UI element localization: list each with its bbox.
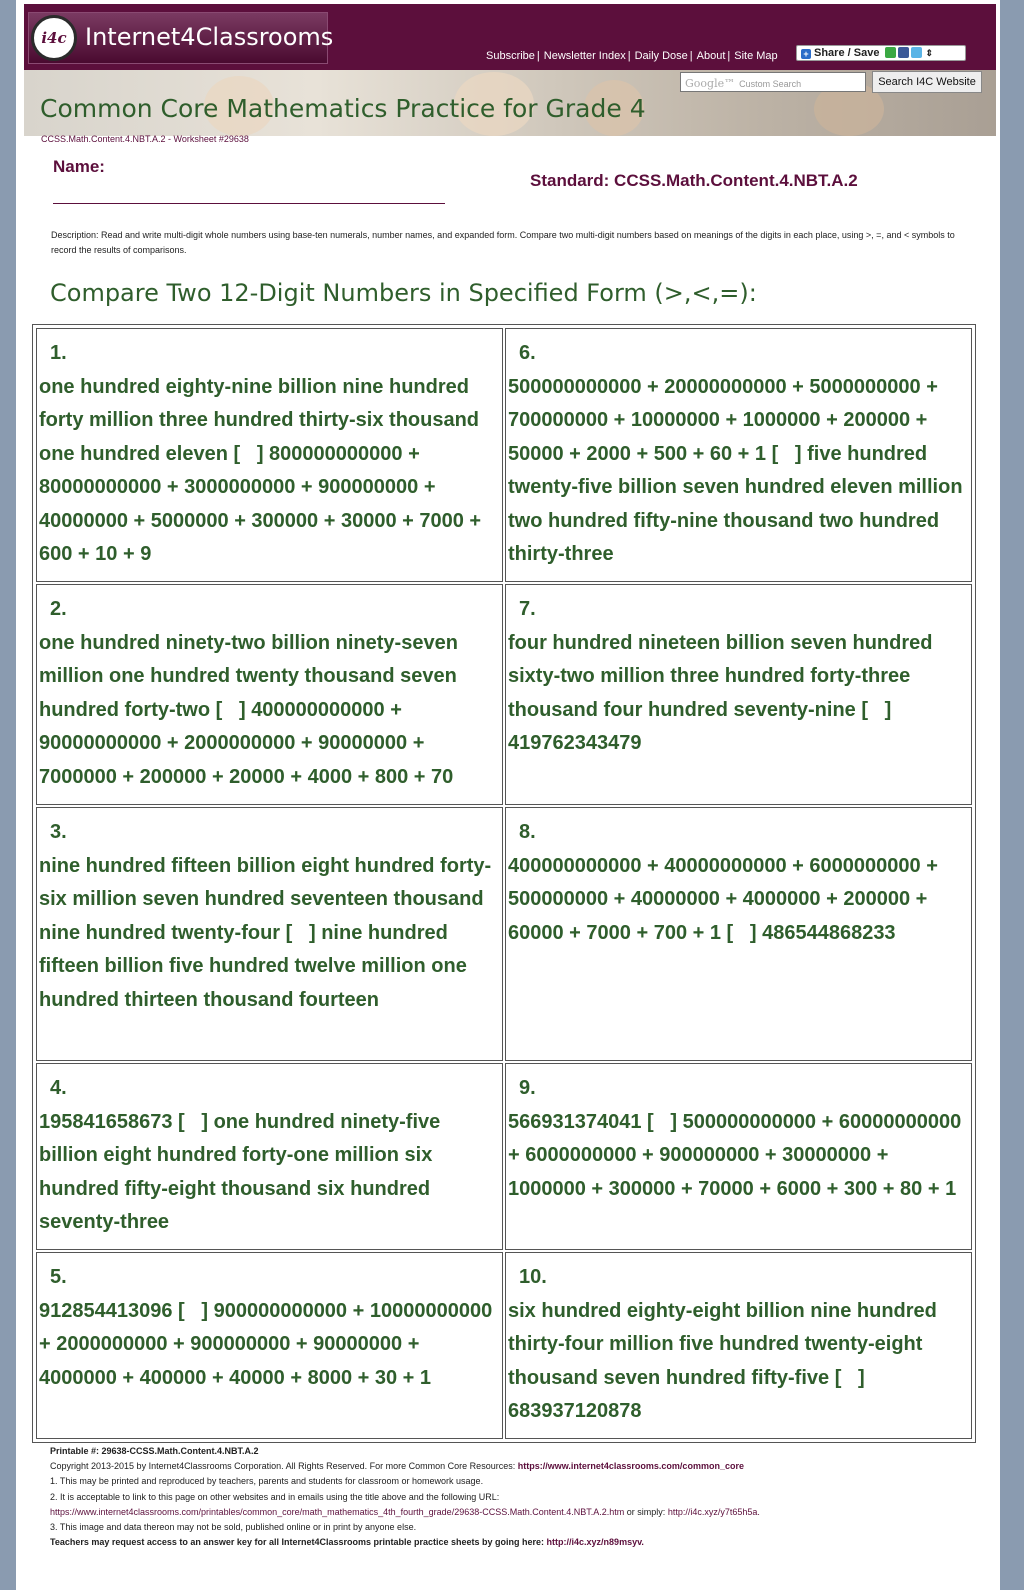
- problem-cell: [505, 584, 972, 805]
- problem-number: 7.: [519, 598, 536, 620]
- twitter-icon: [911, 47, 922, 58]
- problem-text: 195841658673 [ ] one hundred ninety-five billion eight hundred forty-one million six hundred fifty-eight thousand six hundred seventy-three: [39, 1110, 441, 1233]
- problem-cell: [505, 1252, 972, 1439]
- problem-cell: [36, 1252, 503, 1439]
- problem-text: 566931374041 [ ] 500000000000 + 60000000000 + 6000000000 + 900000000 + 30000000 + 1000000 + 300000 + 70000 + 6000 + 300 + 80 + 1: [508, 1110, 962, 1200]
- share-dropdown-icon: ⇕: [925, 48, 934, 58]
- problem-number: 10.: [519, 1266, 547, 1288]
- short-url-link[interactable]: http://i4c.xyz/y7t65h5a.: [667, 1506, 760, 1517]
- nav-about[interactable]: About: [696, 50, 726, 62]
- nav-site-map[interactable]: Site Map: [734, 50, 778, 62]
- name-label: Name:: [53, 157, 105, 176]
- logo-badge-icon: i4c: [31, 15, 77, 61]
- share-save-button[interactable]: [796, 45, 966, 61]
- answer-key-link[interactable]: http://i4c.xyz/n89msyv.: [546, 1537, 644, 1548]
- usage-line-2: 2. It is acceptable to link to this page on other websites and in emails using the title above and the following URL:: [50, 1491, 500, 1502]
- problem-number: 6.: [519, 342, 536, 364]
- page: [16, 0, 1000, 1590]
- usage-line-1: 1. This may be printed and reproduced by teachers, parents and students for classroom or homework usage.: [50, 1476, 484, 1487]
- top-bar: [24, 4, 996, 70]
- problems-grid: [32, 324, 976, 1443]
- worksheet-code: CCSS.Math.Content.4.NBT.A.2 - Worksheet #29638: [41, 134, 249, 144]
- nav-newsletter-index[interactable]: Newsletter Index: [543, 50, 626, 62]
- share-email-icon: [885, 47, 896, 58]
- problem-cell: [505, 328, 972, 582]
- problem-number: 5.: [50, 1266, 67, 1288]
- problem-cell: [505, 807, 972, 1061]
- problem-cell: [36, 584, 503, 805]
- footer: [50, 1444, 990, 1550]
- usage-url-line: https://www.internet4classrooms.com/printables/common_core/math_mathematics_4th_fourth_grade/29638-CCSS.Math.Content.4.NBT.A.2.htm or simply: http://i4c.xyz/y7t65h5a.: [50, 1506, 760, 1517]
- page-title: Common Core Mathematics Practice for Grade 4: [40, 94, 646, 123]
- problem-cell: [36, 328, 503, 582]
- search-input[interactable]: [680, 72, 866, 92]
- section-title: Compare Two 12-Digit Numbers in Specified Form (>,<,=):: [50, 279, 757, 307]
- facebook-icon: [898, 47, 909, 58]
- copyright-line: Copyright 2013-2015 by Internet4Classrooms Corporation. All Rights Reserved. For more Common Core Resources: https://www.internet4classrooms.com/common_core: [50, 1461, 744, 1472]
- problem-text: one hundred ninety-two billion ninety-seven million one hundred twenty thousand seven hundred forty-two [ ] 400000000000 + 90000000000 + 2000000000 + 90000000 + 7000000 + 200000 + 20000 + 4000 + 800 + 70: [39, 631, 458, 788]
- problem-text: 500000000000 + 20000000000 + 5000000000 + 700000000 + 10000000 + 1000000 + 200000 + 50000 + 2000 + 500 + 60 + 1 [ ] five hundred twenty-five billion seven hundred eleven million two hundred fifty-nine thousand two hundred thirty-three: [508, 375, 963, 565]
- nav-subscribe[interactable]: Subscribe: [486, 50, 535, 62]
- problem-number: 8.: [519, 821, 536, 843]
- problem-number: 3.: [50, 821, 67, 843]
- problem-text: six hundred eighty-eight billion nine hundred thirty-four million five hundred twenty-eight thousand seven hundred fifty-five [ ] 683937120878: [508, 1299, 937, 1422]
- problem-number: 1.: [50, 342, 67, 364]
- problem-cell: [36, 1063, 503, 1250]
- answer-key-line: Teachers may request access to an answer key for all Internet4Classrooms printable practice sheets by going here: http://i4c.xyz/n89msyv.: [50, 1537, 644, 1548]
- problem-cell: [505, 1063, 972, 1250]
- site-logo[interactable]: [28, 12, 334, 64]
- logo-text: Internet4Classrooms: [85, 23, 334, 51]
- google-logo: Google™: [685, 77, 736, 90]
- problem-text: four hundred nineteen billion seven hundred sixty-two million three hundred forty-three thousand four hundred seventy-nine [ ] 419762343479: [508, 631, 933, 754]
- top-nav: Subscribe | Newsletter Index | Daily Dose | About | Site Map: [486, 50, 778, 62]
- printable-number: Printable #: 29638-CCSS.Math.Content.4.NBT.A.2: [50, 1446, 259, 1456]
- share-plus-icon: +: [801, 49, 811, 59]
- problem-number: 4.: [50, 1077, 67, 1099]
- problem-cell: [36, 807, 503, 1061]
- problem-text: one hundred eighty-nine billion nine hundred forty million three hundred thirty-six thousand one hundred eleven [ ] 800000000000 + 80000000000 + 3000000000 + 900000000 + 40000000 + 5000000 + 300000 + 30000 + 7000 + 600 + 10 + 9: [39, 375, 482, 565]
- search-placeholder: Custom Search: [739, 79, 802, 89]
- problem-text: 400000000000 + 40000000000 + 6000000000 + 500000000 + 40000000 + 4000000 + 200000 + 60000 + 7000 + 700 + 1 [ ] 486544868233: [508, 854, 938, 944]
- search-button[interactable]: Search I4C Website: [872, 71, 982, 93]
- problem-text: nine hundred fifteen billion eight hundred forty-six million seven hundred seventeen thousand nine hundred twenty-four [ ] nine hundred fifteen billion five hundred twelve million one hundred thirteen thousand fourteen: [39, 854, 492, 1011]
- problem-text: 912854413096 [ ] 900000000000 + 10000000000 + 2000000000 + 900000000 + 90000000 + 4000000 + 400000 + 40000 + 8000 + 30 + 1: [39, 1299, 493, 1389]
- nav-daily-dose[interactable]: Daily Dose: [634, 50, 688, 62]
- problem-number: 2.: [50, 598, 67, 620]
- standard-label: Standard: CCSS.Math.Content.4.NBT.A.2: [530, 171, 858, 190]
- name-line: [53, 203, 445, 204]
- usage-line-3: 3. This image and data thereon may not be sold, published online or in print by anyone else.: [50, 1522, 417, 1533]
- problem-number: 9.: [519, 1077, 536, 1099]
- worksheet-url-link[interactable]: https://www.internet4classrooms.com/printables/common_core/math_mathematics_4th_fourth_grade/29638-CCSS.Math.Content.4.NBT.A.2.htm: [50, 1506, 625, 1517]
- common-core-link[interactable]: https://www.internet4classrooms.com/common_core: [517, 1461, 744, 1472]
- description: Description: Read and write multi-digit whole numbers using base-ten numerals, number names, and expanded form. Compare two multi-digit numbers based on meanings of the digits in each place, using >, =, and < symbols to record the results of comparisons.: [51, 230, 955, 255]
- share-label: Share / Save: [814, 47, 880, 59]
